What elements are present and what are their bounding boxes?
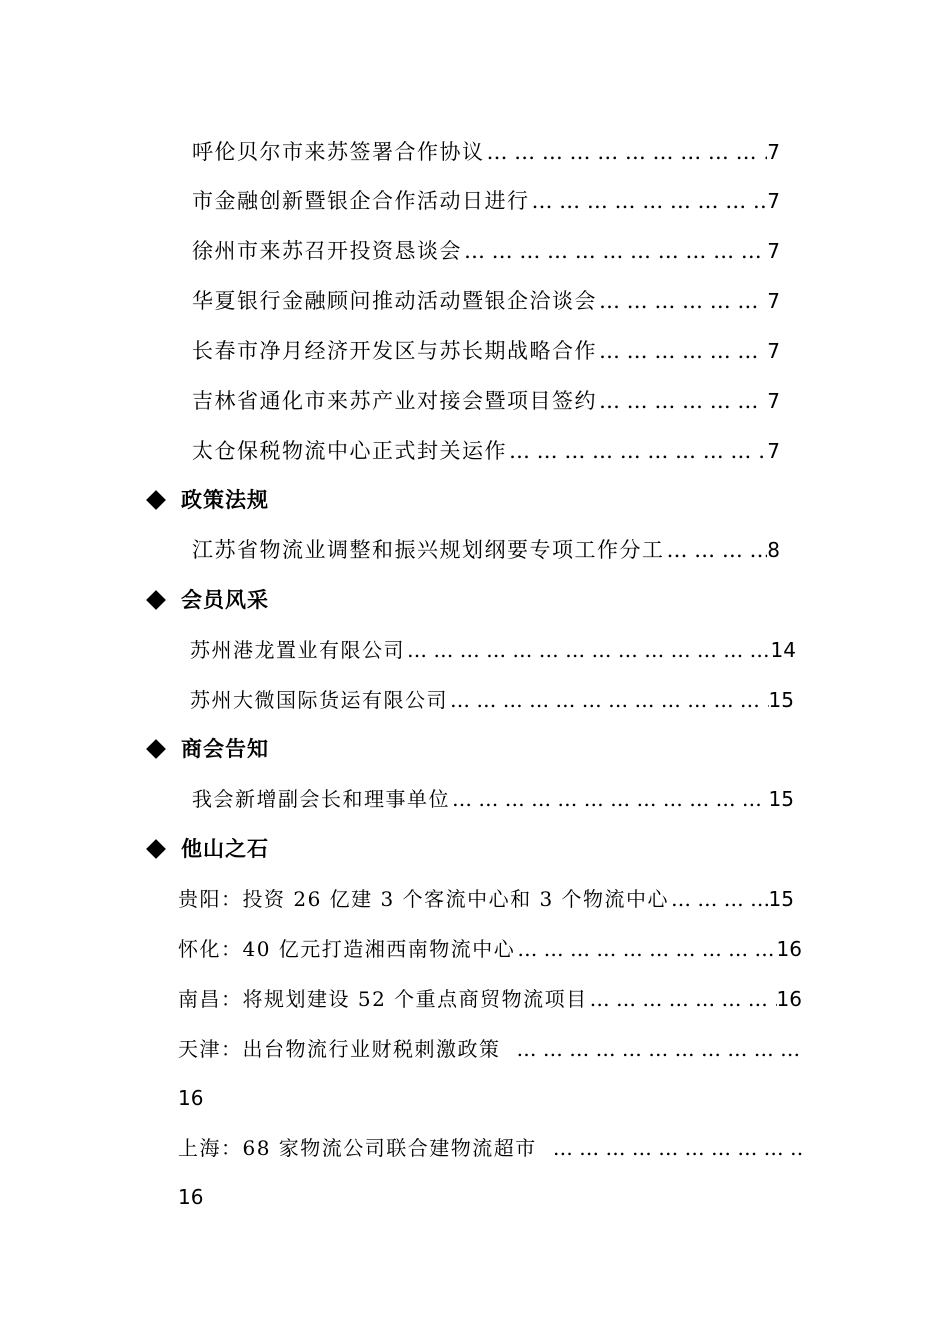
dot-leader [669,884,769,914]
toc-entry-title: 苏州港龙置业有限公司 [190,638,405,662]
toc-entry-title: 苏州大微国际货运有限公司 [190,688,448,712]
toc-entry[interactable] [192,137,780,167]
toc-entry-title: 吉林省通化市来苏产业对接会暨项目签约 [192,389,597,413]
toc-entry-page: 8 [767,538,780,562]
dot-leader [485,137,768,167]
toc-entry-title: 徐州市来苏召开投资恳谈会 [192,239,462,263]
diamond-bullet-icon [146,590,166,610]
section-heading-text: 政策法规 [181,488,269,512]
toc-entry-page: 7 [767,140,780,164]
section-heading-members [146,585,269,615]
toc-entry-title: 江苏省物流业调整和振兴规划纲要专项工作分工 [192,538,665,562]
toc-entry[interactable] [192,236,780,266]
dot-leader [501,1034,803,1064]
toc-entry-page: 14 [770,638,796,662]
toc-entry-page: 7 [767,439,780,463]
toc-entry[interactable] [192,535,780,565]
toc-entry-page: 16 [178,1086,204,1110]
toc-entry-page: 16 [776,937,802,961]
dot-leader [515,934,776,964]
toc-entry-title: 南昌：将规划建设 52 个重点商贸物流项目 [178,987,588,1011]
toc-entry[interactable] [192,386,780,416]
dot-leader [537,1133,802,1163]
toc-entry-page: 7 [767,239,780,263]
toc-entry-page: 15 [768,887,794,911]
section-heading-text: 商会告知 [181,737,269,761]
toc-entry-title: 上海：68 家物流公司联合建物流超市 [178,1136,537,1160]
toc-entry-title: 呼伦贝尔市来苏签署合作协议 [192,140,485,164]
toc-entry-title: 我会新增副会长和理事单位 [192,787,450,811]
section-heading-references [146,834,269,864]
toc-entry[interactable] [192,286,780,316]
toc-entry-page: 15 [768,688,794,712]
dot-leader [448,685,769,715]
toc-entry[interactable] [192,784,794,814]
dot-leader [665,535,768,565]
toc-entry-title: 贵阳：投资 26 亿建 3 个客流中心和 3 个物流中心 [178,887,670,911]
toc-entry-page: 15 [768,787,794,811]
toc-entry[interactable] [192,436,780,466]
diamond-bullet-icon [146,839,166,859]
toc-entry-title: 天津：出台物流行业财税刺激政策 [178,1037,501,1061]
dot-leader [597,386,767,416]
toc-entry-page: 7 [767,289,780,313]
toc-entry[interactable] [178,1133,802,1163]
toc-entry[interactable] [190,635,796,665]
toc-entry-page: 7 [767,389,780,413]
section-heading-text: 他山之石 [181,837,269,861]
section-heading-text: 会员风采 [181,588,269,612]
dot-leader [405,635,771,665]
toc-entry[interactable] [178,984,802,1014]
toc-entry-page: 16 [178,1185,204,1209]
toc-entry[interactable] [192,336,780,366]
toc-entry-title: 太仓保税物流中心正式封关运作 [192,439,507,463]
dot-leader [597,286,767,316]
toc-entry-title: 华夏银行金融顾问推动活动暨银企洽谈会 [192,289,597,313]
dot-leader [597,336,767,366]
toc-entry-page: 7 [767,339,780,363]
toc-entry-page: 16 [776,987,802,1011]
diamond-bullet-icon [146,739,166,759]
toc-entry[interactable] [178,884,794,914]
toc-entry-page: 7 [767,189,780,213]
toc-entry[interactable] [192,186,780,216]
dot-leader [462,236,767,266]
dot-leader [588,984,777,1014]
toc-entry-title: 怀化：40 亿元打造湘西南物流中心 [178,937,516,961]
dot-leader [507,436,767,466]
section-heading-policy [146,485,269,515]
section-heading-notice [146,734,269,764]
toc-entry[interactable] [178,934,802,964]
diamond-bullet-icon [146,490,166,510]
dot-leader [450,784,769,814]
toc-entry-title: 市金融创新暨银企合作活动日进行 [192,189,530,213]
toc-entry-title: 长春市净月经济开发区与苏长期战略合作 [192,339,597,363]
toc-entry[interactable] [190,685,794,715]
dot-leader [530,186,768,216]
toc-entry[interactable] [178,1034,802,1064]
